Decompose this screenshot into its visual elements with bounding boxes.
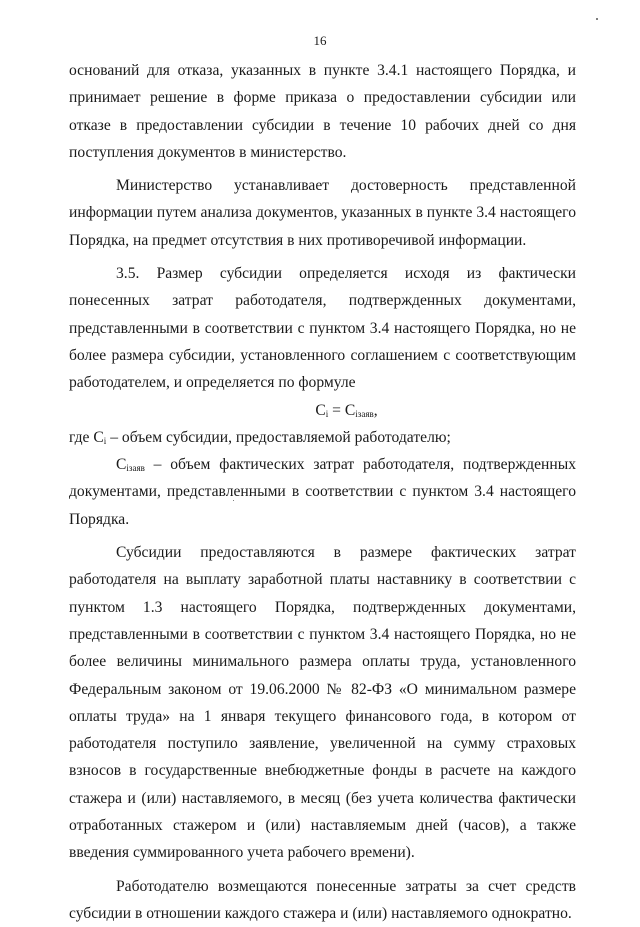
subsidy-formula	[69, 397, 576, 424]
formula-rhs-subscript: iзаяв	[355, 408, 374, 419]
scan-speck	[596, 18, 598, 20]
paragraph-refusal-grounds: оснований для отказа, указанных в пункте 3.4.1 настоящего Порядка, и принимает решение в форме приказа о предоставлении субсидии или отказе в предоставлении субсидии в течение 10 рабочих дней со дня поступления документов в министерство.	[69, 62, 576, 161]
paragraph-subsidy-size: 3.5. Размер субсидии определяется исходя из фактически понесенных затрат работодателя, подтвержденных документами, представленными в соответствии с пунктом 3.4 настоящего Порядка, но не более размера субсидии, установленного соглашением с соответствующим работодателем, и определяется по формуле	[69, 265, 576, 392]
paragraph-subsidy-provision: Субсидии предоставляются в размере фактических затрат работодателя на выплату заработной платы наставнику в соответствии с пунктом 1.3 настоящего Порядка, подтвержденных документами, представленными в соответствии с пунктом 3.4 настоящего Порядка, но не более величины минимального размера оплаты труда, установленного Федеральным законом от 19.06.2000 № 82-ФЗ «О минимальном размере оплаты труда» на 1 января текущего финансового года, в котором от работодателя поступило заявление, увеличенной на сумму страховых взносов в государственные внебюджетные фонды в расчете на каждого стажера и (или) наставляемого, в месяц (без учета количества фактически отработанных стажером и (или) наставляемым дней (часов), а также введения суммированного учета рабочего времени).	[69, 544, 576, 862]
paragraph-reimbursement: Работодателю возмещаются понесенные затраты за счет средств субсидии в отношении каждого стажера и (или) наставляемого однократно.	[69, 877, 576, 922]
cizayav-definition-text: – объем фактических затрат работодателя, подтвержденных документами, представленными в соответствии с пунктом 3.4 настоящего Порядка.	[69, 456, 576, 528]
formula-trail: ,	[373, 401, 378, 419]
formula-lhs-subscript: i	[325, 408, 329, 419]
cizayav-symbol: С	[116, 456, 127, 474]
paragraph-ci-definition	[69, 424, 576, 451]
ci-definition-lead: где С	[69, 428, 104, 446]
ci-definition-text: – объем субсидии, предоставляемой работодателю;	[106, 428, 451, 446]
scan-speck	[233, 500, 234, 501]
paragraph-ministry-verification: Министерство устанавливает достоверность представленной информации путем анализа документов, указанных в пункте 3.4 настоящего Порядка, на предмет отсутствия в них противоречивой информации.	[69, 177, 576, 249]
document-body	[69, 57, 576, 927]
page-number: 16	[313, 33, 327, 48]
formula-lhs: С	[315, 401, 326, 419]
cizayav-subscript: iзаяв	[126, 463, 145, 474]
paragraph-cizayav-definition	[69, 451, 576, 533]
ci-subscript: i	[103, 435, 107, 446]
formula-equals: = С	[328, 401, 356, 419]
